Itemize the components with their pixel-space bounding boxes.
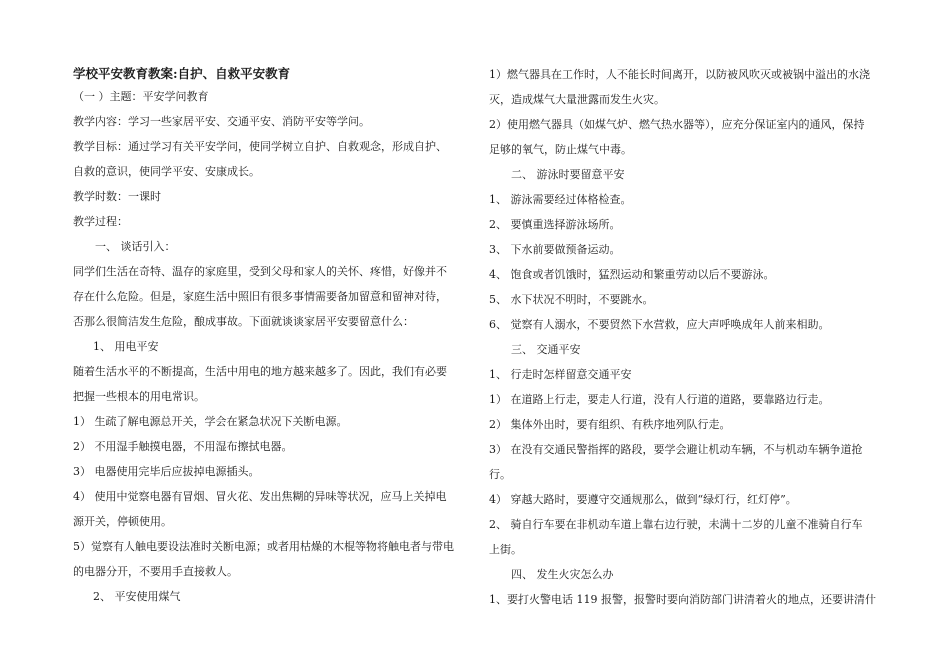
- text-line: 2） 不用湿手触摸电器，不用湿布擦拭电器。: [73, 440, 293, 453]
- text-line: 的电器分开，不要用手直接救人。: [73, 565, 238, 578]
- text-line: 灭，造成煤气大量泄露而发生火灾。: [489, 93, 665, 106]
- section-heading: 一、 谈话引入：: [95, 240, 176, 253]
- right-column-body: [489, 62, 877, 612]
- text-line: 否那么很简洁发生危险，酿成事故。下面就谈谈家居平安要留意什么：: [73, 315, 414, 328]
- text-line: （一 ）主题：平安学问教育: [73, 90, 209, 103]
- text-line: 6、 觉察有人溺水，不要贸然下水营救，应大声呼唤成年人前来相助。: [489, 318, 830, 331]
- text-line: 4） 使用中觉察电器有冒烟、冒火花、发出焦糊的异味等状况，应马上关掉电: [73, 490, 447, 503]
- text-line: 4） 穿越大路时，要遵守交通规那么，做到“绿灯行，红灯停”。: [489, 493, 797, 506]
- text-line: 5、 水下状况不明时，不要跳水。: [489, 293, 654, 306]
- subsection-heading: 1、 用电平安: [93, 340, 159, 353]
- section-heading: 二、 游泳时要留意平安: [511, 168, 625, 181]
- subsection-heading: 2、 平安使用煤气: [93, 590, 181, 603]
- text-line: 足够的氧气，防止煤气中毒。: [489, 143, 632, 156]
- text-line: 教学内容：学习一些家居平安、交通平安、消防平安等学问。: [73, 115, 370, 128]
- text-line: 2、 骑自行车要在非机动车道上靠右边行驶，未满十二岁的儿童不准骑自行车: [489, 518, 863, 531]
- document-title: 学校平安教育教案:自护、自救平安教育: [73, 66, 291, 81]
- text-line: 2、 要慎重选择游泳场所。: [489, 218, 621, 231]
- text-line: 把握一些根本的用电常识。: [73, 390, 205, 403]
- text-line: 4、 饱食或者饥饿时，猛烈运动和繁重劳动以后不要游泳。: [489, 268, 775, 281]
- text-line: 2）使用燃气器具（如煤气炉、燃气热水器等），应充分保证室内的通风，保持: [489, 118, 865, 131]
- text-line: 教学目标：通过学习有关平安学问，使同学树立自护、自救观念，形成自护、: [73, 140, 447, 153]
- section-heading: 四、 发生火灾怎么办: [511, 568, 614, 581]
- section-heading: 三、 交通平安: [511, 343, 581, 356]
- text-line: 1、 游泳需要经过体格检查。: [489, 193, 632, 206]
- text-line: 教学时数：一课时: [73, 190, 161, 203]
- text-line: 1）燃气器具在工作时，人不能长时间离开，以防被风吹灭或被锅中溢出的水浇: [489, 68, 870, 81]
- text-line: 3、 下水前要做预备运动。: [489, 243, 621, 256]
- text-line: 5）觉察有人触电要设法准时关断电源；或者用枯燥的木棍等物将触电者与带电: [73, 540, 454, 553]
- text-line: 教学过程：: [73, 215, 128, 228]
- text-line: 同学们生活在奇特、温存的家庭里，受到父母和家人的关怀、疼惜，好像并不: [73, 265, 447, 278]
- text-line: 1） 生疏了解电源总开关，学会在紧急状况下关断电源。: [73, 415, 348, 428]
- text-line: 1、要打火警电话 119 报警，报警时要向消防部门讲清着火的地点，还要讲清什: [489, 593, 876, 606]
- text-line: 3） 在没有交通民警指挥的路段，要学会避让机动车辆，不与机动车辆争道抢: [489, 443, 863, 456]
- text-line: 1） 在道路上行走，要走人行道，没有人行道的道路，要靠路边行走。: [489, 393, 830, 406]
- text-line: 源开关，停顿使用。: [73, 515, 172, 528]
- text-line: 1、 行走时怎样留意交通平安: [489, 368, 632, 381]
- text-line: 行。: [489, 468, 511, 481]
- text-line: 自救的意识，使同学平安、安康成长。: [73, 165, 260, 178]
- text-line: 3） 电器使用完毕后应拔掉电源插头。: [73, 465, 260, 478]
- text-line: 存在什么危险。但是，家庭生活中照旧有很多事情需要备加留意和留神对待，: [73, 290, 447, 303]
- text-line: 上街。: [489, 543, 522, 556]
- left-column-body: [73, 84, 459, 609]
- text-line: 2） 集体外出时，要有组织、有秩序地列队行走。: [489, 418, 731, 431]
- text-line: 随着生活水平的不断提高，生活中用电的地方越来越多了。因此，我们有必要: [73, 365, 447, 378]
